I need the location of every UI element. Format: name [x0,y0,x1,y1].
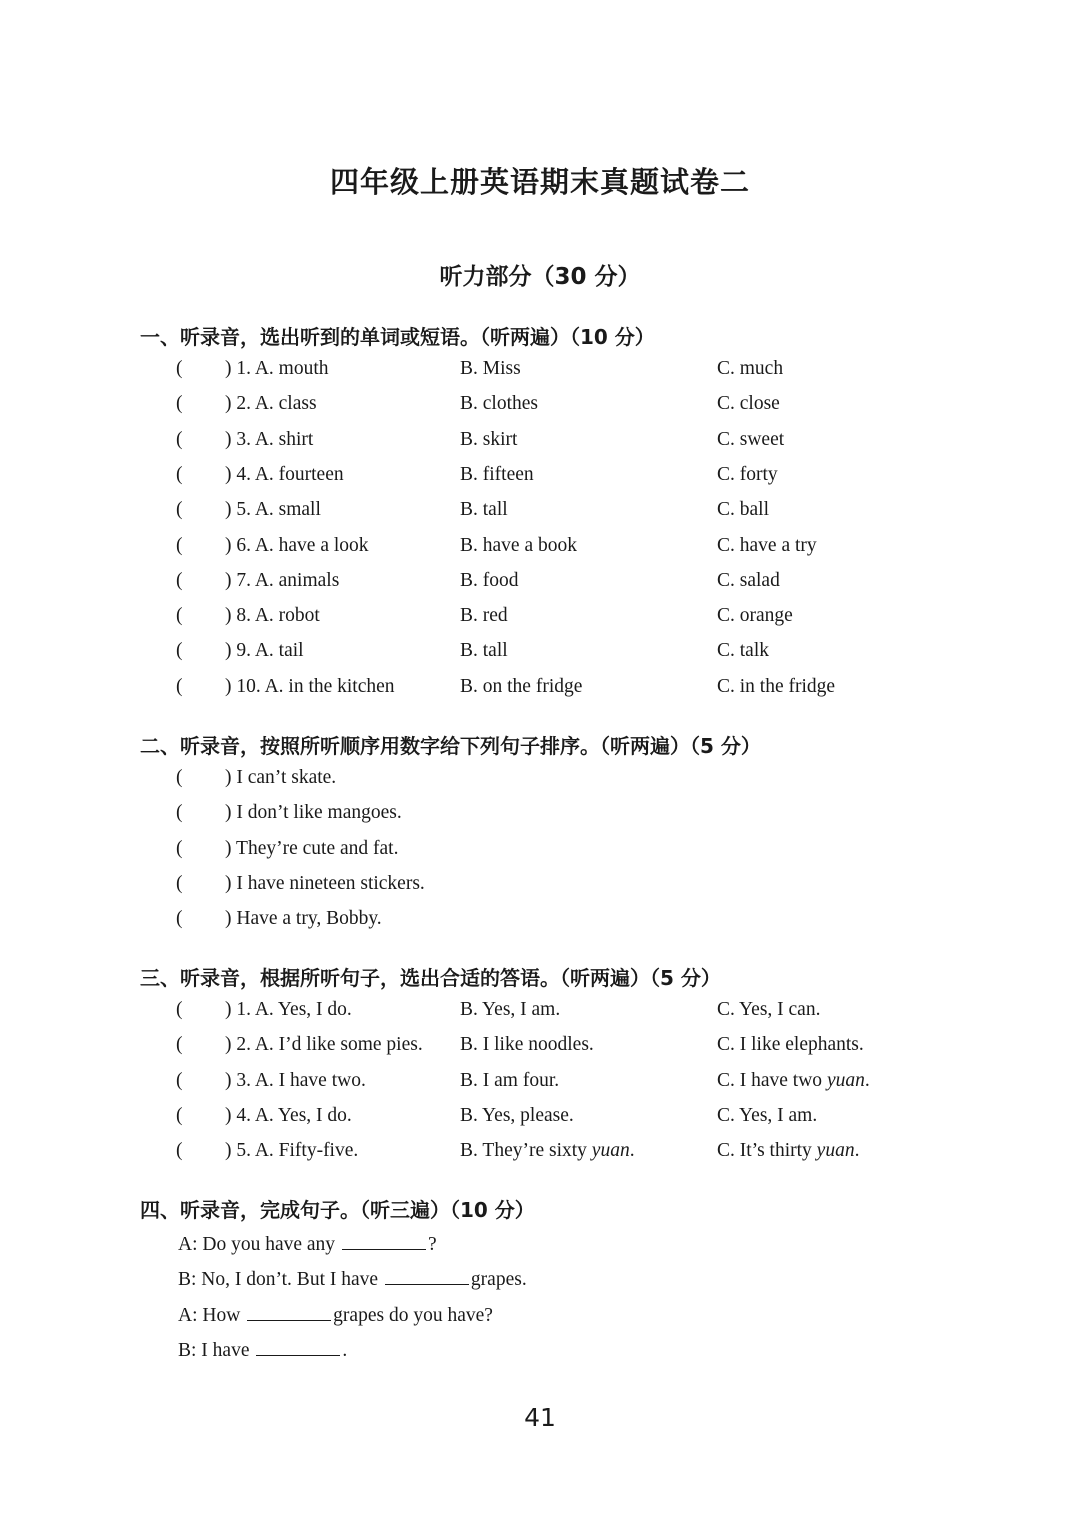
answer-paren-close: ) [225,428,232,450]
answer-paren-open: ( [176,1140,183,1162]
answer-paren-close-group [225,802,402,824]
option-c-italic: yuan [826,1069,865,1091]
sentence-text: I can’t skate. [236,767,337,788]
sentence-text: I don’t like mangoes. [236,802,402,824]
option-a: A. Yes, I do. [254,1104,352,1126]
question-row [0,393,1080,428]
answer-paren-open: ( [176,358,183,379]
answer-paren-close-group [225,873,425,895]
answer-paren-open: ( [176,872,183,894]
option-c-text: C. Yes, I can. [717,999,821,1020]
answer-paren-close-group [225,999,352,1021]
line-text-before: A: Do you have any [178,1234,336,1255]
question-row [0,429,1080,464]
line-text-after: ? [427,1234,437,1255]
answer-paren-close: ) [225,1034,232,1056]
section-2-heading: 二、听录音，按照所听顺序用数字给下列句子排序。（听两遍）（5 分） [140,734,761,758]
question-number: 1. [236,999,251,1020]
option-c-text: C. It’s thirty [717,1140,812,1162]
section-3-heading: 三、听录音，根据所听句子，选出合适的答语。（听两遍）（5 分） [140,966,721,990]
question-number: 7. [236,569,251,591]
option-c: C. orange [717,605,793,627]
option-a: A. tail [254,640,304,662]
answer-paren-close-group [225,429,313,451]
option-a: A. Yes, I do. [254,999,352,1020]
answer-paren-close: ) [225,1104,232,1126]
option-b: B. tall [460,640,508,662]
option-c [717,1140,859,1162]
answer-paren-close: ) [225,767,232,788]
option-c [717,999,820,1021]
answer-paren-close-group [225,838,398,860]
option-c [717,1105,817,1127]
answer-paren-open: ( [176,569,183,591]
option-c-text: C. Yes, I am. [717,1104,818,1126]
option-c-end: . [864,1069,870,1091]
option-a: A. class [254,393,317,415]
answer-paren-open: ( [176,463,183,485]
answer-paren-close-group [225,535,369,557]
fill-in-line [178,1231,437,1256]
page-number: 41 [524,1403,556,1432]
question-number: 4. [236,463,251,485]
question-row [0,535,1080,570]
option-b-text: B. They’re sixty [460,1140,587,1162]
answer-paren-close-group [225,767,336,789]
question-row [0,1105,1080,1140]
answer-blank[interactable] [342,1231,426,1250]
option-c-text: C. I like elephants. [717,1034,864,1056]
option-c [717,1070,870,1092]
question-number: 5. [236,499,251,521]
answer-paren-open: ( [176,499,183,521]
question-row [0,358,1080,393]
option-b: B. fifteen [460,463,534,485]
question-number: 3. [236,1069,251,1091]
answer-paren-close-group [225,605,320,627]
answer-paren-close-group [225,1070,366,1092]
answer-paren-close-group [225,570,339,592]
question-row [0,676,1080,711]
option-c-italic: yuan [816,1140,855,1162]
answer-paren-close: ) [225,999,232,1020]
option-c: C. salad [717,569,780,591]
question-number: 4. [236,1104,251,1126]
answer-paren-close-group [225,464,344,486]
answer-paren-close: ) [225,675,232,697]
answer-paren-close: ) [225,534,232,556]
answer-blank[interactable] [385,1266,469,1285]
line-text-before: B: No, I don’t. But I have [178,1269,379,1291]
option-a: A. mouth [254,358,329,379]
question-row [0,1140,1080,1175]
question-row [0,570,1080,605]
question-number: 6. [236,534,251,556]
question-row [0,605,1080,640]
answer-paren-open: ( [176,837,183,859]
option-a: A. in the kitchen [264,675,395,697]
line-text-after: grapes. [470,1269,527,1291]
answer-paren-close-group [225,499,321,521]
line-text-before: B: I have [178,1339,250,1361]
question-number: 10. [236,675,261,697]
answer-paren-close-group [225,393,317,415]
option-c: C. ball [717,499,769,521]
answer-paren-close: ) [225,393,232,415]
answer-paren-close-group [225,1105,352,1127]
question-number: 2. [236,1034,251,1056]
option-b: B. food [460,569,519,591]
option-b [460,1105,574,1127]
option-c-end: . [854,1140,860,1162]
option-b-end: . [629,1140,635,1162]
option-b: B. on the fridge [460,675,583,697]
question-row [0,1070,1080,1105]
answer-paren-close-group [225,908,382,930]
option-b: B. skirt [460,428,518,450]
answer-paren-open: ( [176,675,183,697]
sentence-row [0,838,1080,873]
option-b-text: B. I am four. [460,1069,560,1091]
option-b: B. Miss [460,358,521,379]
option-b [460,1140,635,1162]
option-a: A. robot [254,605,320,627]
answer-paren-open: ( [176,1104,183,1126]
option-c: C. in the fridge [717,675,836,697]
option-b [460,1034,594,1056]
option-a: A. Fifty-five. [254,1140,359,1162]
answer-paren-close-group [225,1140,358,1162]
option-b: B. tall [460,499,508,521]
option-a: A. animals [254,569,340,591]
answer-paren-close-group [225,676,395,698]
option-a: A. I’d like some pies. [254,1034,423,1056]
option-c: C. sweet [717,428,785,450]
answer-paren-close: ) [225,908,232,930]
question-number: 8. [236,605,251,627]
sentence-row [0,873,1080,908]
option-a: A. have a look [254,534,369,556]
answer-paren-open: ( [176,640,183,662]
question-number: 2. [236,393,251,415]
option-b-text: B. I like noodles. [460,1034,594,1056]
option-c: C. forty [717,463,778,485]
page-title: 四年级上册英语期末真题试卷二 [329,165,750,199]
option-b-italic: yuan [591,1140,630,1162]
answer-paren-close: ) [225,640,232,662]
line-text-after: grapes do you have? [333,1304,493,1326]
fill-in-line [178,1337,347,1362]
question-number: 1. [236,358,251,379]
line-text-before: A: How [178,1304,241,1326]
question-number: 5. [236,1140,251,1162]
answer-paren-open: ( [176,999,183,1020]
line-text-after: . [342,1339,348,1361]
section-subtitle: 听力部分（30 分） [439,264,641,290]
question-row [0,640,1080,675]
answer-paren-close: ) [225,605,232,627]
sentence-text: Have a try, Bobby. [236,908,382,930]
question-row [0,464,1080,499]
answer-paren-close: ) [225,1069,232,1091]
answer-blank[interactable] [256,1337,340,1356]
answer-blank[interactable] [247,1302,331,1321]
option-c: C. have a try [717,534,817,556]
sentence-text: They’re cute and fat. [236,837,399,859]
sentence-row [0,767,1080,802]
answer-paren-open: ( [176,908,183,930]
answer-paren-close: ) [225,569,232,591]
option-b [460,1070,559,1092]
answer-paren-open: ( [176,1034,183,1056]
option-a: A. small [254,499,321,521]
section-1-heading: 一、听录音，选出听到的单词或短语。（听两遍）（10 分） [140,325,655,349]
question-row [0,1034,1080,1069]
question-row [0,999,1080,1034]
question-number: 3. [236,428,251,450]
section-4-heading: 四、听录音，完成句子。（听三遍）（10 分） [140,1198,535,1222]
fill-in-line [178,1266,527,1291]
answer-paren-open: ( [176,393,183,415]
sentence-text: I have nineteen stickers. [236,872,425,894]
option-c [717,1034,864,1056]
sentence-row [0,908,1080,943]
answer-paren-open: ( [176,802,183,824]
answer-paren-close: ) [225,358,232,379]
answer-paren-open: ( [176,767,183,788]
option-c: C. much [717,358,784,379]
answer-paren-close-group [225,1034,423,1056]
answer-paren-open: ( [176,1069,183,1091]
answer-paren-close: ) [225,463,232,485]
answer-paren-open: ( [176,605,183,627]
option-b-text: B. Yes, I am. [460,999,561,1020]
option-c: C. talk [717,640,769,662]
answer-paren-close: ) [225,872,232,894]
answer-paren-close-group [225,358,328,380]
answer-paren-close: ) [225,499,232,521]
option-b [460,999,560,1021]
option-b: B. red [460,605,508,627]
answer-paren-close: ) [225,837,232,859]
answer-paren-open: ( [176,428,183,450]
option-b-text: B. Yes, please. [460,1104,574,1126]
sentence-row [0,802,1080,837]
option-b: B. have a book [460,534,577,556]
option-a: A. fourteen [254,463,344,485]
option-a: A. shirt [254,428,314,450]
option-c: C. close [717,393,780,415]
option-a: A. I have two. [254,1069,366,1091]
fill-in-line [178,1302,493,1327]
option-b: B. clothes [460,393,538,415]
answer-paren-close-group [225,640,304,662]
question-row [0,499,1080,534]
answer-paren-open: ( [176,534,183,556]
question-number: 9. [236,640,251,662]
option-c-text: C. I have two [717,1069,823,1091]
answer-paren-close: ) [225,1140,232,1162]
answer-paren-close: ) [225,802,232,824]
